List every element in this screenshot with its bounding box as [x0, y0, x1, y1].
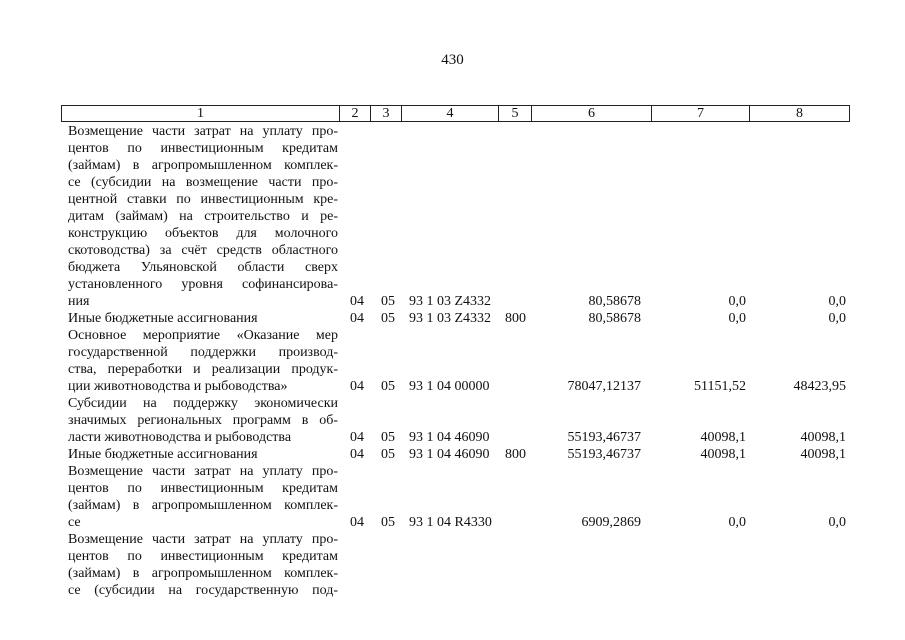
- row-name-text: Основное мероприятие «Оказание мер: [68, 328, 338, 343]
- cell-c8: 0,0: [828, 311, 846, 326]
- cell-c2: 04: [350, 294, 364, 309]
- cell-c6: 55193,46737: [567, 430, 641, 445]
- table-row-line: [0, 412, 905, 429]
- cell-c4: 93 1 03 Z4332: [409, 311, 492, 326]
- row-name-text: ния: [68, 294, 90, 309]
- cell-c2: 04: [350, 430, 364, 445]
- table-row-line: [0, 463, 905, 480]
- row-name-text: (займам) в агропромышленном комплек-: [68, 498, 338, 513]
- row-name-text: Субсидии на поддержку экономически: [68, 396, 338, 411]
- row-name-text: ства, переработки и реализации продук-: [68, 362, 338, 377]
- row-name-text: ласти животноводства и рыбоводства: [68, 430, 292, 445]
- row-name-text: государственной поддержки производ-: [68, 345, 338, 360]
- row-name-text: се (субсидии на возмещение части про-: [68, 175, 338, 190]
- cell-c8: 0,0: [828, 515, 846, 530]
- row-name-text: се (субсидии на государственную под-: [68, 583, 338, 598]
- cell-c6: 80,58678: [588, 294, 641, 309]
- table-row-line: [0, 225, 905, 242]
- table-row-line: [0, 310, 905, 327]
- cell-c3: 05: [381, 294, 395, 309]
- column-header-8: 8: [796, 106, 803, 121]
- cell-c2: 04: [350, 515, 364, 530]
- row-name-text: Возмещение части затрат на уплату про-: [68, 124, 338, 139]
- column-header-5: 5: [499, 106, 532, 121]
- row-name-text: центов по инвестиционным кредитам: [68, 549, 338, 564]
- cell-c7: 0,0: [728, 515, 746, 530]
- table-row-line: [0, 480, 905, 497]
- table-row-line: [0, 157, 905, 174]
- cell-c4: 93 1 04 00000: [409, 379, 490, 394]
- table-row-line: [0, 293, 905, 310]
- page-number: 430: [441, 52, 464, 68]
- row-name-text: дитам (займам) на строительство и ре-: [68, 209, 338, 224]
- row-name-text: центов по инвестиционным кредитам: [68, 141, 338, 156]
- table-row-line: [0, 548, 905, 565]
- row-name-text: значимых региональных программ в об-: [68, 413, 338, 428]
- cell-c5: 800: [505, 447, 526, 462]
- cell-c5: 800: [505, 311, 526, 326]
- row-name-text: (займам) в агропромышленном комплек-: [68, 158, 338, 173]
- row-name-text: (займам) в агропромышленном комплек-: [68, 566, 338, 581]
- cell-c2: 04: [350, 447, 364, 462]
- row-name-text: скотоводства) за счёт средств областного: [68, 243, 338, 258]
- cell-c3: 05: [381, 515, 395, 530]
- cell-c4: 93 1 04 R4330: [409, 515, 492, 530]
- row-name-text: центной ставки по инвестиционным кре-: [68, 192, 338, 207]
- cell-c4: 93 1 03 Z4332: [409, 294, 492, 309]
- cell-c3: 05: [381, 379, 395, 394]
- table-row-line: [0, 123, 905, 140]
- table-row-line: [0, 446, 905, 463]
- row-name-text: Иные бюджетные ассигнования: [68, 447, 258, 462]
- cell-c6: 80,58678: [588, 311, 641, 326]
- cell-c3: 05: [381, 311, 395, 326]
- cell-c2: 04: [350, 311, 364, 326]
- cell-c3: 05: [381, 447, 395, 462]
- cell-c4: 93 1 04 46090: [409, 447, 490, 462]
- column-header-2: 2: [340, 106, 371, 121]
- table-row-line: [0, 140, 905, 157]
- table-row-line: [0, 497, 905, 514]
- row-name-text: бюджета Ульяновской области сверх: [68, 260, 338, 275]
- row-name-text: ции животноводства и рыбоводства»: [68, 379, 288, 394]
- cell-c7: 40098,1: [700, 447, 746, 462]
- cell-c8: 0,0: [828, 294, 846, 309]
- table-row-line: [0, 361, 905, 378]
- table-row-line: [0, 514, 905, 531]
- column-header-3: 3: [371, 106, 402, 121]
- column-header-6: 6: [532, 106, 652, 121]
- table-row-line: [0, 259, 905, 276]
- row-name-text: установленного уровня софинансирова-: [68, 277, 338, 292]
- cell-c6: 78047,12137: [567, 379, 641, 394]
- table-row-line: [0, 327, 905, 344]
- row-name-text: Иные бюджетные ассигнования: [68, 311, 258, 326]
- column-header-1: 1: [62, 106, 340, 121]
- table-row-line: [0, 378, 905, 395]
- row-name-text: Возмещение части затрат на уплату про-: [68, 532, 338, 547]
- cell-c6: 6909,2869: [581, 515, 641, 530]
- table-row-line: [0, 582, 905, 599]
- table-row-line: [0, 565, 905, 582]
- column-header-4: 4: [402, 106, 499, 121]
- table-row-line: [0, 191, 905, 208]
- row-name-text: се: [68, 515, 81, 530]
- row-name-text: Возмещение части затрат на уплату про-: [68, 464, 338, 479]
- table-row-line: [0, 208, 905, 225]
- cell-c7: 0,0: [728, 311, 746, 326]
- table-row-line: [0, 429, 905, 446]
- table-row-line: [0, 174, 905, 191]
- table-row-line: [0, 344, 905, 361]
- table-row-line: [0, 242, 905, 259]
- cell-c8: 40098,1: [800, 447, 846, 462]
- cell-c4: 93 1 04 46090: [409, 430, 490, 445]
- cell-c7: 0,0: [728, 294, 746, 309]
- table-header-row: [61, 105, 850, 122]
- cell-c7: 40098,1: [700, 430, 746, 445]
- row-name-text: центов по инвестиционным кредитам: [68, 481, 338, 496]
- cell-c3: 05: [381, 430, 395, 445]
- table-row-line: [0, 395, 905, 412]
- table-row-line: [0, 276, 905, 293]
- column-header-7: 7: [652, 106, 750, 121]
- cell-c2: 04: [350, 379, 364, 394]
- row-name-text: конструкцию объектов для молочного: [68, 226, 338, 241]
- cell-c7: 51151,52: [694, 379, 746, 394]
- cell-c8: 40098,1: [800, 430, 846, 445]
- cell-c8: 48423,95: [793, 379, 846, 394]
- cell-c6: 55193,46737: [567, 447, 641, 462]
- table-row-line: [0, 531, 905, 548]
